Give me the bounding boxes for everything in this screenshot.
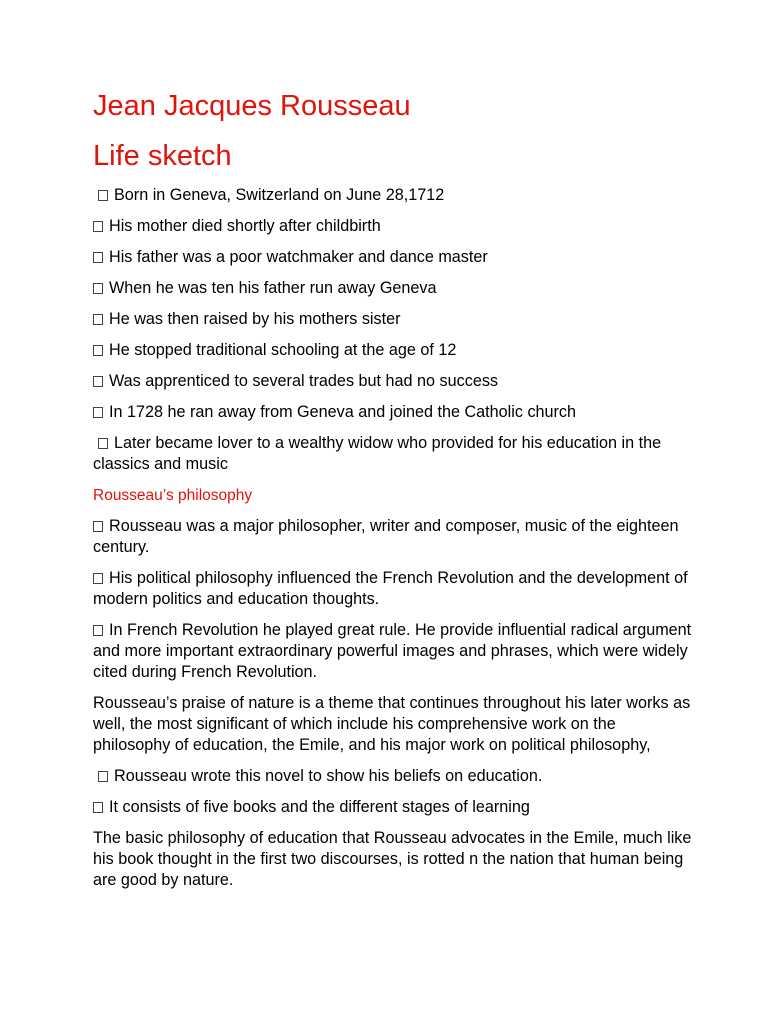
list-item: When he was ten his father run away Geneva [93, 278, 693, 299]
list-item: Was apprenticed to several trades but had no success [93, 371, 693, 392]
missing-glyph-box-icon [93, 252, 103, 263]
document-title: Jean Jacques Rousseau [93, 90, 411, 122]
philosophy-list [93, 516, 693, 683]
emile-list [93, 766, 693, 818]
missing-glyph-box-icon [93, 625, 103, 636]
list-item: His mother died shortly after childbirth [93, 216, 693, 237]
document-page [93, 88, 693, 901]
closing-paragraph: The basic philosophy of education that Rousseau advocates in the Emile, much like his book thought in the first two discourses, is rotted n the nation that human being are good by nature. [93, 829, 692, 889]
missing-glyph-box-icon [98, 771, 108, 782]
section-heading-philosophy: Rousseau’s philosophy [93, 487, 253, 504]
missing-glyph-box-icon [93, 573, 103, 584]
missing-glyph-box-icon [93, 345, 103, 356]
missing-glyph-box-icon [93, 802, 103, 813]
missing-glyph-box-icon [98, 190, 108, 201]
list-item: In French Revolution he played great rule. He provide influential radical argument and more important extraordinary powerful images and phrases, which were widely cited during French Revolution. [93, 621, 692, 681]
missing-glyph-box-icon [93, 283, 103, 294]
list-item: Rousseau wrote this novel to show his beliefs on education. [93, 766, 693, 787]
list-item: Later became lover to a wealthy widow who provided for his education in the classics and music [93, 434, 662, 473]
list-item: His father was a poor watchmaker and dance master [93, 247, 693, 268]
list-item: He stopped traditional schooling at the age of 12 [93, 340, 693, 361]
missing-glyph-box-icon [93, 376, 103, 387]
list-item: His political philosophy influenced the French Revolution and the development of modern politics and education thoughts. [93, 569, 688, 608]
missing-glyph-box-icon [93, 221, 103, 232]
list-item: In 1728 he ran away from Geneva and joined the Catholic church [93, 402, 693, 423]
list-item: He was then raised by his mothers sister [93, 309, 693, 330]
section-title-life-sketch: Life sketch [93, 140, 232, 172]
nature-paragraph: Rousseau’s praise of nature is a theme that continues throughout his later works as well, the most significant of which include his comprehensive work on the philosophy of education, the Emile, and his major work on political philosophy, [93, 694, 691, 754]
missing-glyph-box-icon [93, 407, 103, 418]
missing-glyph-box-icon [98, 438, 108, 449]
list-item: Rousseau was a major philosopher, writer and composer, music of the eighteen century. [93, 517, 679, 556]
list-item: It consists of five books and the different stages of learning [93, 797, 693, 818]
list-item: Born in Geneva, Switzerland on June 28,1712 [93, 185, 693, 206]
missing-glyph-box-icon [93, 521, 103, 532]
life-sketch-list [93, 185, 693, 475]
missing-glyph-box-icon [93, 314, 103, 325]
